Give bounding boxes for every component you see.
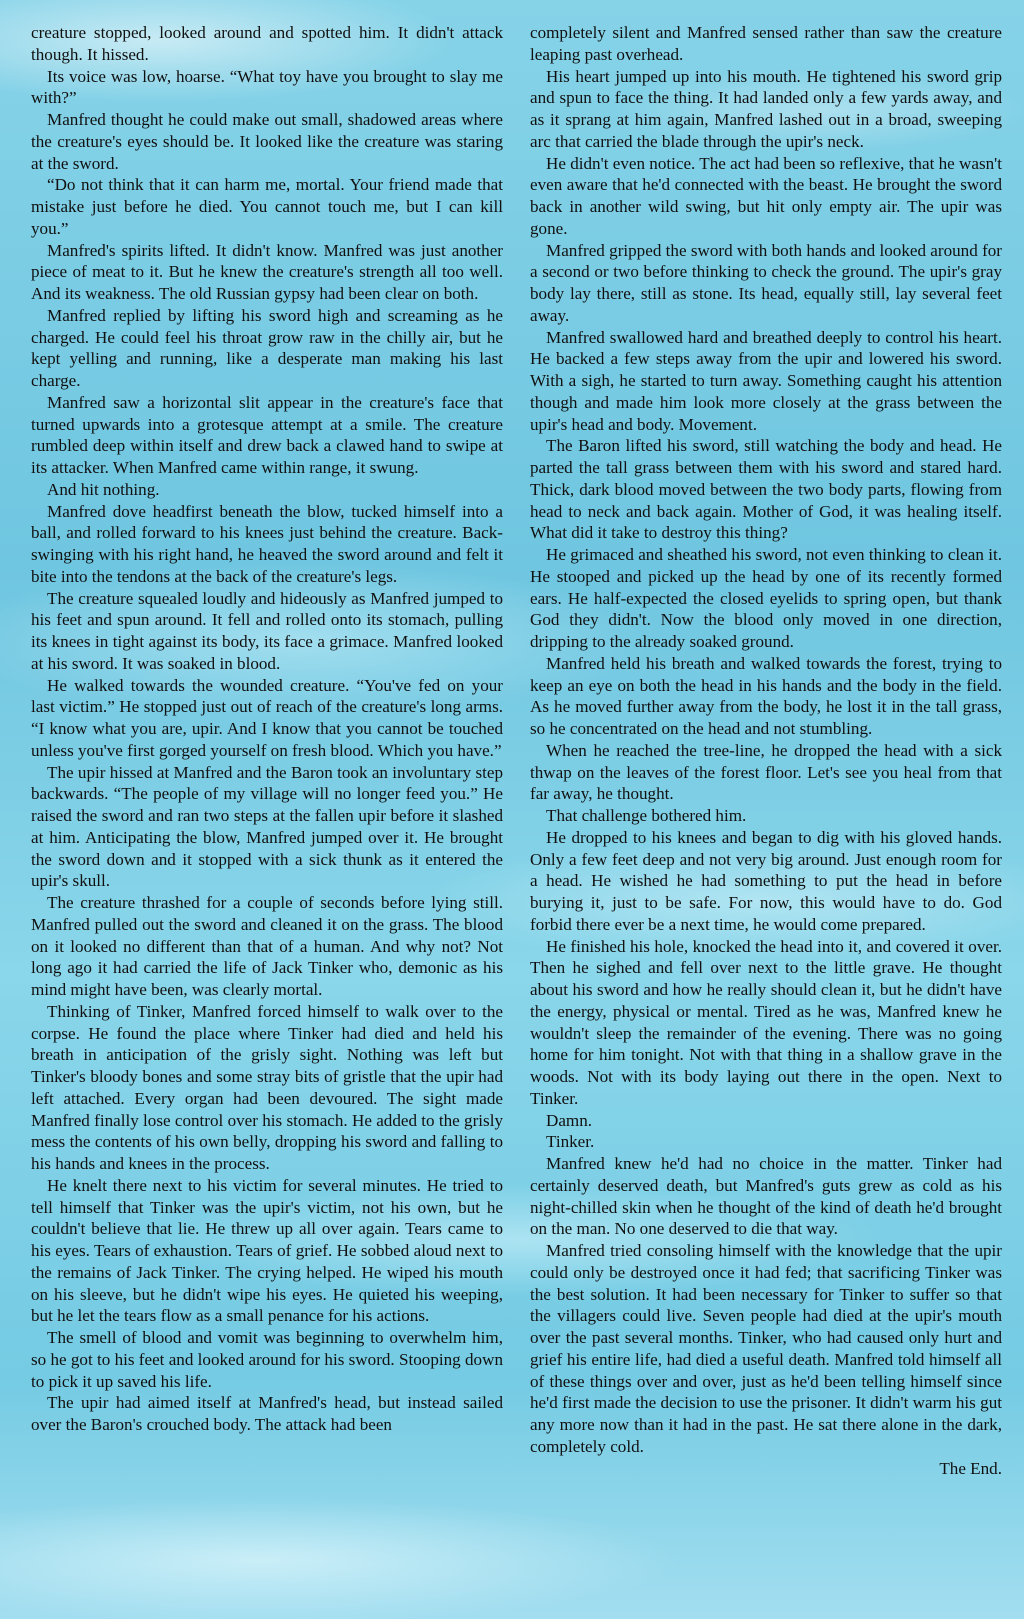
paragraph: He dropped to his knees and began to dig with his gloved hands. Only a few feet deep and not very big around. Just enough room for a head. He wished he had something to put the head in before burying it, just to be safe. For now, this would have to do. God forbid there ever be a next time, he would come prepared.	[530, 827, 1002, 934]
paragraph: The Baron lifted his sword, still watching the body and head. He parted the tall grass between them with his sword and stared hard. Thick, dark blood moved between the two body parts, flowing from head to neck and back again. Mother of God, it was healing itself. What did it take to destroy this thing?	[530, 436, 1002, 543]
paragraph: He walked towards the wounded creature. “You've fed on your last victim.” He stopped just out of reach of the creature's long arms. “I know what you are, upir. And I know that you cannot be touched unless you've first gorged yourself on fresh blood. Which you have.”	[31, 675, 503, 760]
paragraph: He finished his hole, knocked the head into it, and covered it over. Then he sighed and fell over next to the little grave. He thought about his sword and how he really should clean it, but he didn't have the energy, physical or mental. Tired as he was, Manfred knew he wouldn't sleep the remainder of the evening. There was no going home for him tonight. Not with that thing in a shallow grave in the woods. Not with its body laying out there in the open. Next to Tinker.	[530, 936, 1002, 1108]
paragraph: The upir hissed at Manfred and the Baron took an involuntary step backwards. “The people of my village will no longer feed you.” He raised the sword and ran two steps at the fallen upir before it slashed at him. Anticipating the blow, Manfred jumped over it. He brought the sword down and it stopped with a sick thunk as it entered the upir's skull.	[31, 762, 503, 891]
paragraph: His heart jumped up into his mouth. He tightened his sword grip and spun to face the thing. It had landed only a few yards away, and as it sprang at him again, Manfred lashed out in a broad, sweeping arc that carried the blade through the upir's neck.	[530, 66, 1002, 151]
paragraph: He knelt there next to his victim for several minutes. He tried to tell himself that Tinker was the upir's victim, not his own, but he couldn't believe that lie. He threw up all over again. Tears came to his eyes. Tears of exhaustion. Tears of grief. He sobbed aloud next to the remains of Jack Tinker. The crying helped. He wiped his mouth on his sleeve, but he didn't wipe his eyes. He quieted his weeping, but he let the tears flow as a small penance for his actions.	[31, 1175, 503, 1326]
paragraph: “Do not think that it can harm me, mortal. Your friend made that mistake just before he died. You cannot touch me, but I can kill you.”	[31, 175, 503, 238]
paragraph: Manfred swallowed hard and breathed deeply to control his heart. He backed a few steps away from the upir and lowered his sword. With a sigh, he started to turn away. Something caught his attention though and made him look more closely at the grass between the upir's head and body. Movement.	[530, 327, 1002, 434]
right-text-column	[530, 22, 1002, 1479]
paragraph: The creature squealed loudly and hideously as Manfred jumped to his feet and spun around. It fell and rolled onto its stomach, pulling its knees in tight against its body, its face a grimace. Manfred looked at his sword. It was soaked in blood.	[31, 588, 503, 673]
paragraph: Manfred thought he could make out small, shadowed areas where the creature's eyes should be. It looked like the creature was staring at the sword.	[31, 110, 503, 173]
paragraph: creature stopped, looked around and spotted him. It didn't attack though. It hissed.	[31, 23, 503, 64]
paragraph: Manfred tried consoling himself with the knowledge that the upir could only be destroyed once it had fed; that sacrificing Tinker was the best solution. It had been necessary for Tinker to suffer so that the villagers could live. Seven people had died at the upir's mouth over the past several months. Tinker, who had caused only hurt and grief his entire life, had died a useful death. Manfred told himself all of these things over and over, just as he'd been telling himself since he'd first made the decision to use the prisoner. It didn't warm his gut any more now than it had in the past. He sat there alone in the dark, completely cold.	[530, 1241, 1002, 1456]
the-end-label: The End.	[939, 1458, 1002, 1478]
paragraph: The upir had aimed itself at Manfred's head, but instead sailed over the Baron's crouched body. The attack had been	[31, 1393, 503, 1434]
paragraph: He grimaced and sheathed his sword, not even thinking to clean it. He stooped and picked up the head by one of its recently formed ears. He half-expected the closed eyelids to spring open, but thank God they didn't. Now the blood only moved in one direction, dripping to the already soaked ground.	[530, 545, 1002, 651]
paragraph: completely silent and Manfred sensed rather than saw the creature leaping past overhead.	[530, 23, 1002, 64]
paragraph: Manfred gripped the sword with both hands and looked around for a second or two before thinking to check the ground. The upir's gray body lay there, still as stone. Its head, equally still, lay several feet away.	[530, 240, 1002, 325]
paragraph: Manfred saw a horizontal slit appear in the creature's face that turned upwards into a grotesque attempt at a smile. The creature rumbled deep within itself and drew back a clawed hand to swipe at its attacker. When Manfred came within range, it swung.	[31, 392, 503, 477]
paragraph: The smell of blood and vomit was beginning to overwhelm him, so he got to his feet and looked around for his sword. Stooping down to pick it up saved his life.	[31, 1328, 503, 1391]
left-text-column	[31, 22, 503, 1436]
paragraph: Manfred replied by lifting his sword high and screaming as he charged. He could feel his throat grow raw in the chilly air, but he kept yelling and running, like a desperate man making his last charge.	[31, 305, 503, 390]
paragraph: Damn.	[546, 1110, 593, 1130]
paragraph: Manfred knew he'd had no choice in the matter. Tinker had certainly deserved death, but Manfred's guts grew as cold as his night-chilled skin when he thought of the kind of death he'd brought on the man. No one deserved to die that way.	[530, 1154, 1002, 1239]
paragraph: He didn't even notice. The act had been so reflexive, that he wasn't even aware that he'd connected with the beast. He brought the sword back in another wild swing, but hit only empty air. The upir was gone.	[530, 153, 1002, 238]
paragraph: Manfred's spirits lifted. It didn't know. Manfred was just another piece of meat to it. But he knew the creature's strength all too well. And its weakness. The old Russian gypsy had been clear on both.	[31, 240, 503, 303]
paragraph: That challenge bothered him.	[546, 806, 747, 825]
paragraph: Tinker.	[546, 1132, 595, 1152]
paragraph: The creature thrashed for a couple of seconds before lying still. Manfred pulled out the sword and cleaned it on the grass. The blood on it looked no different than that of a human. And why not? Not long ago it had carried the life of Jack Tinker who, demonic as his mind might have been, was clearly mortal.	[31, 893, 503, 999]
paragraph: And hit nothing.	[47, 479, 160, 499]
paragraph: Its voice was low, hoarse. “What toy have you brought to slay me with?”	[31, 66, 503, 108]
paragraph: Manfred held his breath and walked towards the forest, trying to keep an eye on both the head in his hands and the body in the field. As he moved further away from the body, he lost it in the tall grass, so he concentrated on the head and not stumbling.	[530, 653, 1002, 738]
paragraph: Manfred dove headfirst beneath the blow, tucked himself into a ball, and rolled forward to his knees just behind the creature. Back-swinging with his right hand, he heaved the sword around and felt it bite into the tendons at the back of the creature's legs.	[31, 501, 503, 586]
paragraph: When he reached the tree-line, he dropped the head with a sick thwap on the leaves of the forest floor. Let's see you heal from that far away, he thought.	[530, 740, 1002, 804]
paragraph: Thinking of Tinker, Manfred forced himself to walk over to the corpse. He found the place where Tinker had died and held his breath in anticipation of the grisly sight. Nothing was left but Tinker's bloody bones and some stray bits of gristle that the upir had left attached. Every organ had been devoured. The sight made Manfred finally lose control over his stomach. He added to the grisly mess the contents of his own belly, dropping his sword and falling to his hands and knees in the process.	[31, 1001, 503, 1173]
